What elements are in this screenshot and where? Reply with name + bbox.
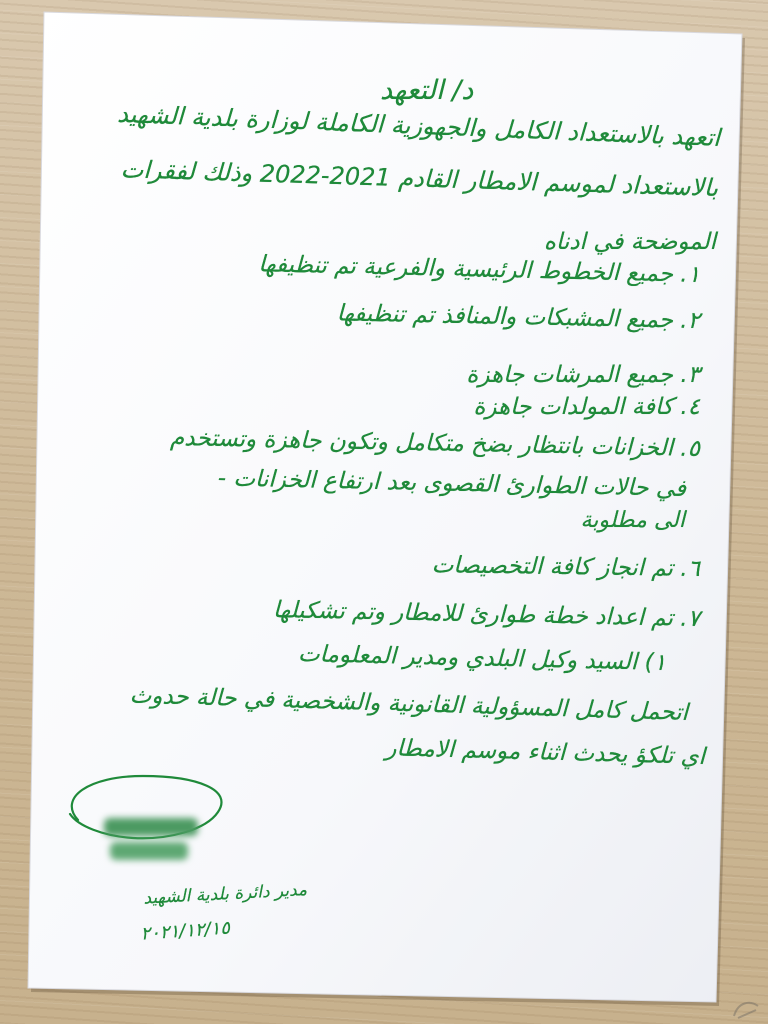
- document-title: د/ التعهد: [380, 75, 474, 106]
- signatory-title: مدير دائرة بلدية الشهيد: [142, 880, 308, 909]
- text-line-2: بالاستعداد لموسم الامطار القادم 2021-2022 وذلك لفقرات: [120, 155, 719, 202]
- document-date: ٢٠٢١/١٢/١٥: [139, 917, 231, 945]
- list-item-2: ٢. جميع المشبكات والمنافذ تم تنظيفها: [336, 300, 701, 334]
- redacted-signature-name: [96, 812, 206, 872]
- responsibility-line-1: اتحمل كامل المسؤولية القانونية والشخصية في حالة حدوث: [129, 682, 689, 726]
- list-item-5: ٥. الخزانات بانتظار بضخ متكامل وتكون جاهزة وتستخدم: [169, 424, 701, 462]
- list-item-4: ٤. كافة المولدات جاهزة: [473, 394, 700, 420]
- text-line-1: اتعهد بالاستعداد الكامل والجهوزية الكاملة لوزارة بلدية الشهيد: [116, 99, 721, 152]
- list-item-6: ٦. تم انجاز كافة التخصيصات: [431, 552, 701, 582]
- list-item-5-end: الى مطلوبة: [580, 508, 685, 533]
- text-line-3: الموضحة في ادناه: [543, 229, 716, 255]
- list-item-7: ٧. تم اعداد خطة طوارئ للامطار وتم تشكيلها: [272, 597, 701, 632]
- watermark-icon: [730, 996, 762, 1022]
- list-item-5-continued: في حالات الطوارئ القصوى بعد ارتفاع الخزانات -: [217, 465, 687, 502]
- responsibility-line-2: اي تلكؤ يحدث اثناء موسم الامطار: [385, 735, 706, 770]
- list-item-3: ٣. جميع المرشات جاهزة: [466, 362, 700, 388]
- list-item-1: ١. جميع الخطوط الرئيسية والفرعية تم تنظيفها: [258, 251, 701, 288]
- sub-item-1: ١) السيد وكيل البلدي ومدير المعلومات: [297, 641, 667, 676]
